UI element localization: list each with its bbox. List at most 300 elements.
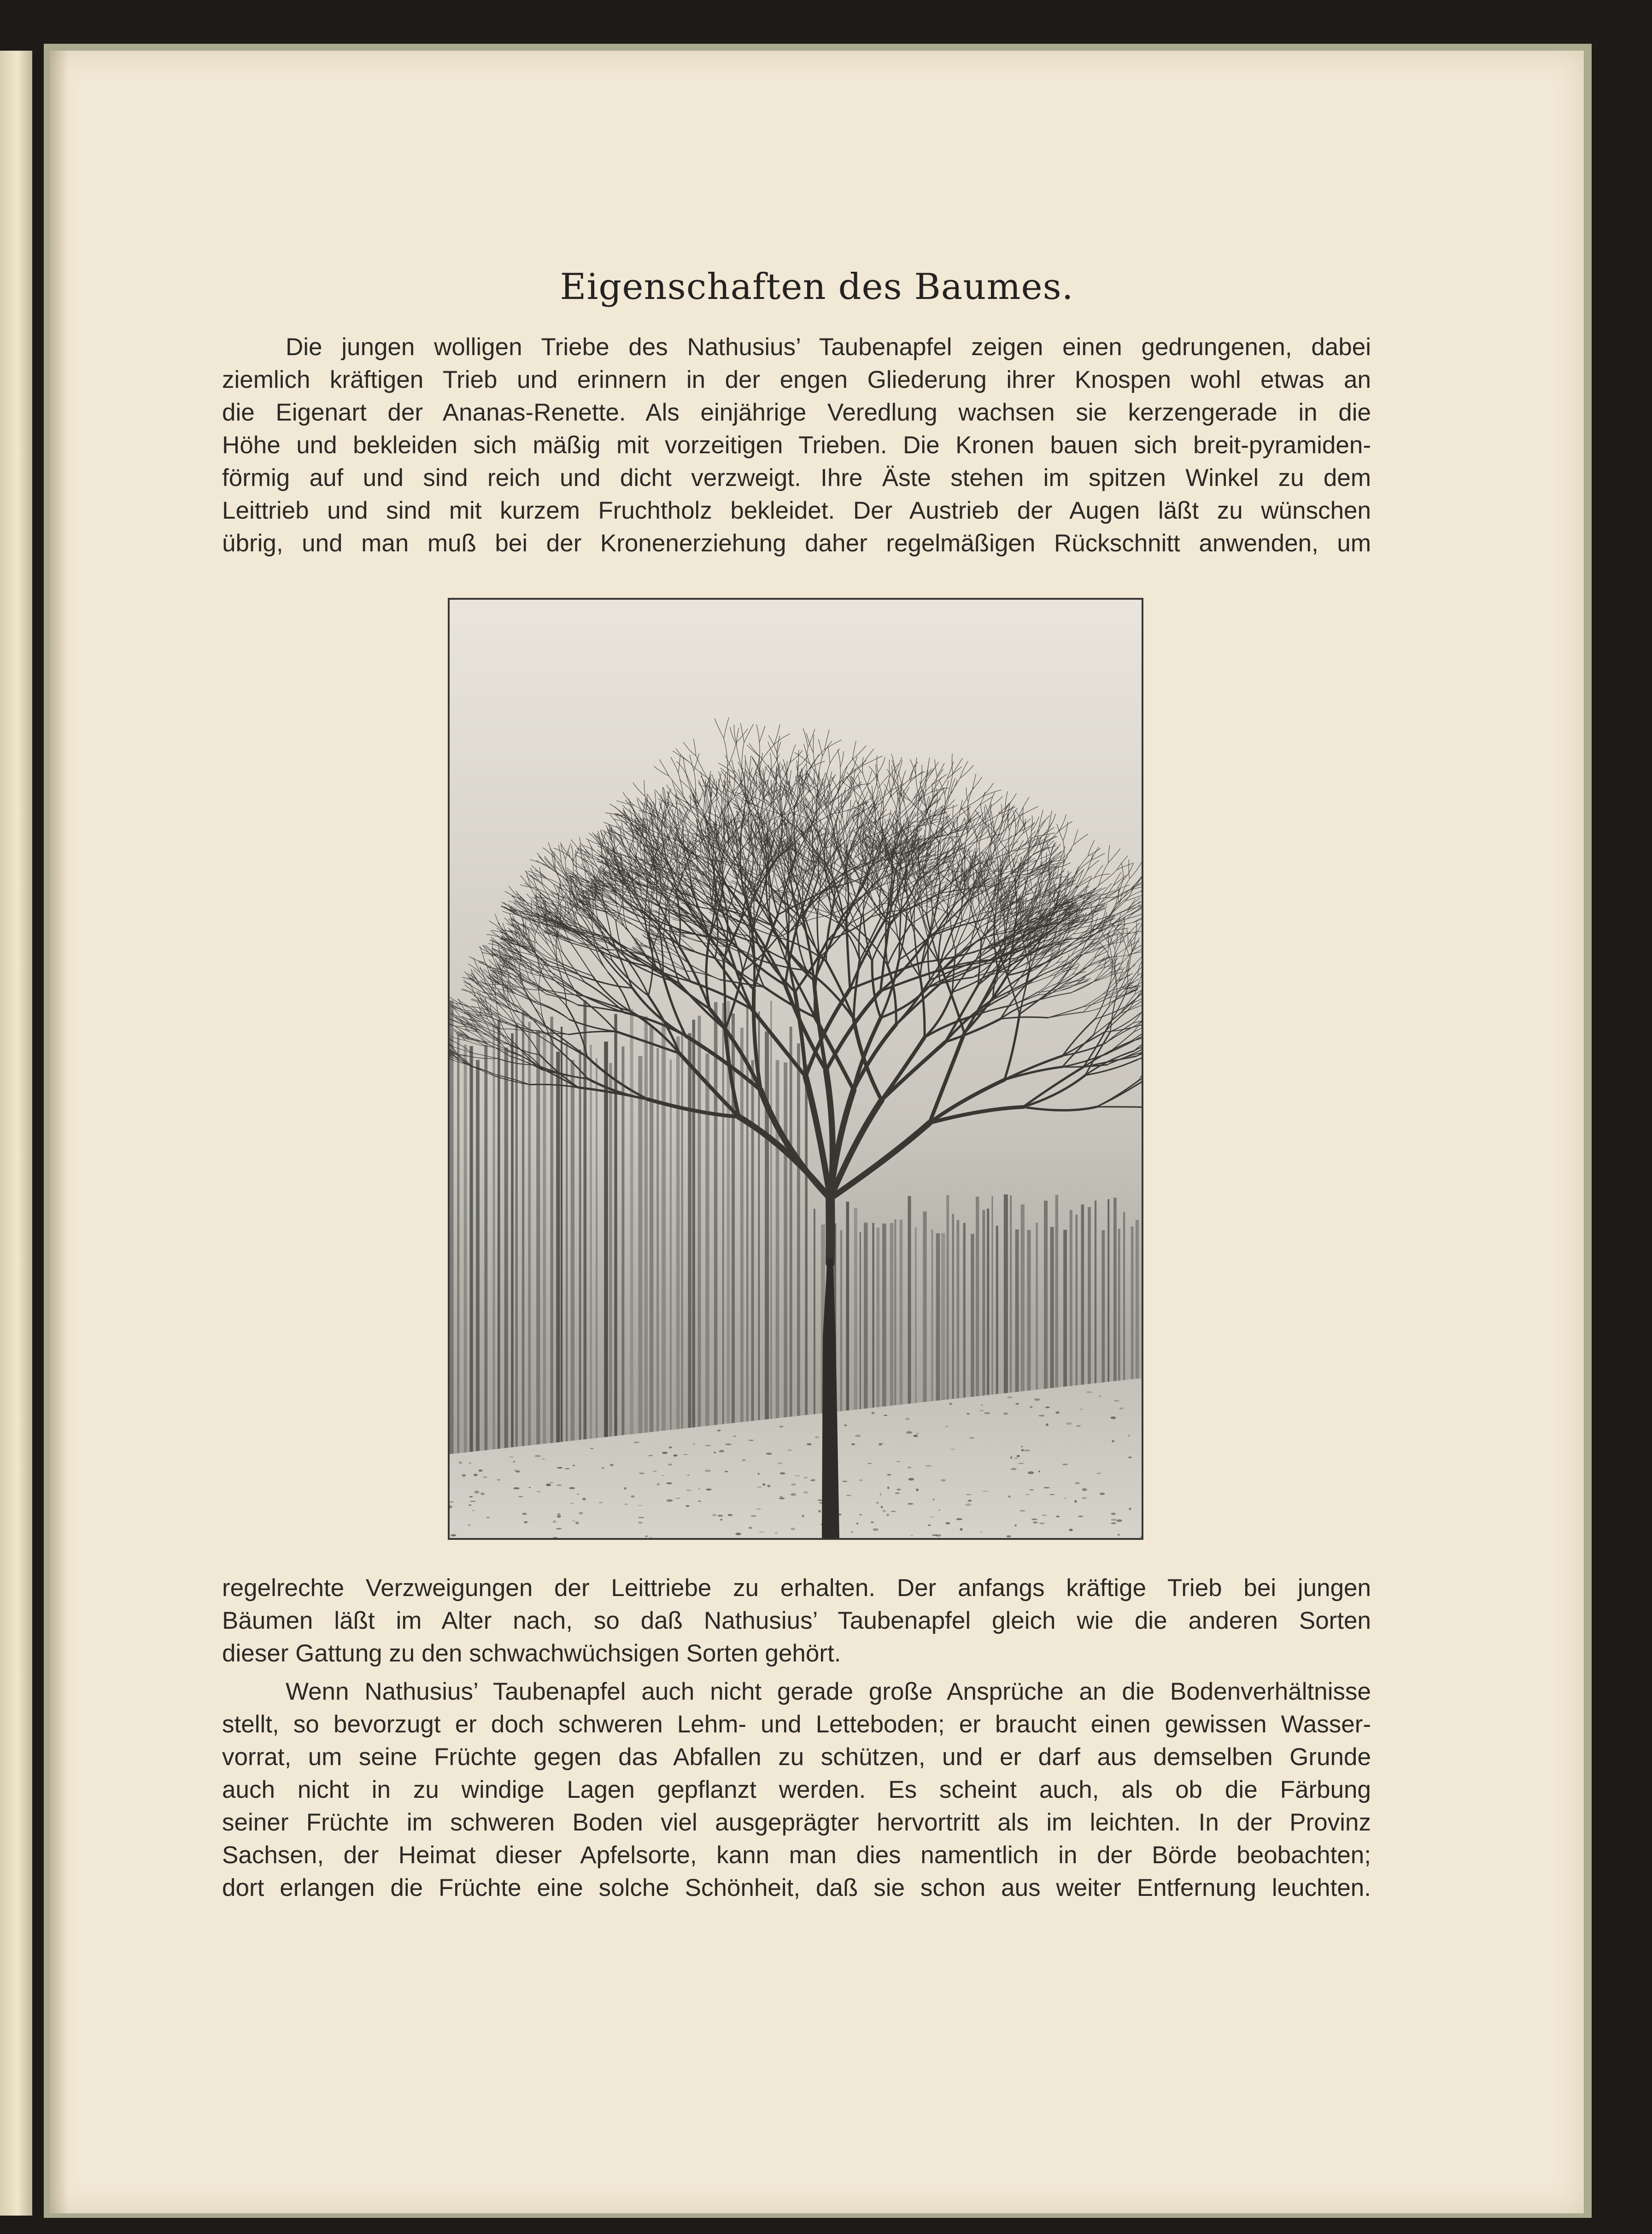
background-tree (776, 1060, 779, 1423)
background-tree (609, 1063, 612, 1441)
background-tree (751, 1060, 754, 1426)
leaf-speck (1025, 1494, 1031, 1495)
background-tree (561, 1027, 562, 1447)
leaf-speck (1082, 1497, 1087, 1499)
leaf-speck (462, 1474, 466, 1477)
background-tree (1081, 1205, 1084, 1390)
leaf-speck (818, 1510, 821, 1512)
leaf-speck (513, 1461, 515, 1462)
leaf-speck (945, 1522, 950, 1525)
leaf-speck (1045, 1407, 1049, 1409)
leaf-speck (879, 1444, 882, 1445)
leaf-speck (705, 1445, 711, 1446)
background-tree (662, 1021, 666, 1436)
background-tree (1004, 1194, 1008, 1398)
leaf-speck (468, 1524, 470, 1526)
text-line: ziemlich kräftigen Trieb und erinnern in der engen Gliederung ihrer Knospen wohl etwas an (222, 366, 1371, 393)
leaf-speck (775, 1532, 778, 1534)
background-tree (676, 1036, 680, 1434)
leaf-speck (725, 1471, 728, 1472)
background-tree (484, 1045, 487, 1455)
leaf-speck (648, 1455, 653, 1456)
leaf-speck (1064, 1497, 1066, 1499)
background-tree (1055, 1195, 1059, 1392)
leaf-speck (687, 1474, 690, 1476)
leaf-speck (1078, 1515, 1083, 1517)
background-tree (528, 1022, 531, 1450)
text-line: Leittrieb und sind mit kurzem Fruchtholz bekleidet. Der Austrieb der Augen läßt zu wünschen (222, 497, 1371, 524)
background-tree (894, 1219, 896, 1410)
leaf-speck (662, 1452, 668, 1454)
leaf-speck (478, 1469, 483, 1472)
leaf-speck (650, 1537, 651, 1538)
leaf-speck (624, 1487, 627, 1490)
background-tree (590, 1045, 592, 1443)
leaf-speck (670, 1463, 672, 1466)
background-tree (493, 1024, 495, 1454)
background-tree (670, 1060, 672, 1435)
leaf-speck (1046, 1423, 1049, 1426)
page-title: Eigenschaften des Baumes. (560, 266, 1074, 308)
leaf-speck (1117, 1519, 1122, 1522)
leaf-speck (675, 1498, 680, 1499)
leaf-speck (1030, 1489, 1034, 1491)
background-tree (982, 1210, 985, 1400)
background-tree (638, 1056, 642, 1438)
background-tree (516, 1024, 518, 1451)
tree-branch (830, 1194, 831, 1263)
leaf-speck (1019, 1510, 1025, 1512)
leaf-speck (917, 1433, 919, 1434)
leaf-speck (733, 1435, 736, 1437)
leaf-speck (795, 1475, 800, 1476)
text-line: Höhe und bekleiden sich mäßig mit vorzeitigen Trieben. Die Kronen bauen sich breit-pyramiden- (222, 432, 1371, 459)
leaf-speck (497, 1479, 501, 1481)
leaf-speck (757, 1487, 762, 1488)
tree-branch (798, 750, 799, 766)
background-tree (1070, 1210, 1072, 1391)
background-tree (630, 1009, 633, 1439)
leaf-speck (1039, 1522, 1044, 1524)
bare-tree-photo-icon (450, 600, 1142, 1538)
background-tree (511, 1033, 514, 1452)
leaf-speck (1024, 1450, 1030, 1451)
leaf-speck (509, 1456, 513, 1457)
leaf-speck (685, 1505, 689, 1507)
background-tree (621, 1047, 624, 1440)
leaf-speck (513, 1470, 519, 1471)
leaf-speck (1074, 1500, 1077, 1503)
leaf-speck (1079, 1409, 1083, 1410)
leaf-speck (1015, 1457, 1018, 1458)
background-tree (890, 1223, 893, 1410)
leaf-speck (1128, 1456, 1131, 1458)
leaf-speck (1114, 1400, 1119, 1402)
leaf-speck (968, 1500, 972, 1502)
leaf-speck (856, 1522, 858, 1525)
leaf-speck (668, 1446, 672, 1448)
background-tree (860, 1232, 861, 1414)
background-tree (864, 1222, 867, 1413)
leaf-speck (1003, 1412, 1008, 1415)
leaf-speck (928, 1525, 931, 1526)
leaf-speck (908, 1478, 914, 1481)
leaf-speck (706, 1489, 711, 1491)
leaf-speck (1034, 1398, 1040, 1401)
leaf-speck (1018, 1463, 1024, 1464)
leaf-speck (1007, 1397, 1012, 1398)
leaf-speck (535, 1455, 541, 1457)
leaf-speck (804, 1477, 808, 1479)
leaf-speck (698, 1501, 701, 1502)
leaf-speck (1082, 1488, 1087, 1491)
leaf-speck (1015, 1524, 1017, 1526)
background-tree (705, 1053, 709, 1431)
leaf-speck (791, 1483, 796, 1485)
leaf-speck (895, 1492, 900, 1494)
leaf-speck (486, 1516, 490, 1519)
background-tree (840, 1230, 843, 1416)
leaf-speck (872, 1522, 874, 1523)
leaf-speck (1129, 1508, 1131, 1510)
leaf-speck (1119, 1408, 1124, 1410)
leaf-speck (810, 1480, 814, 1481)
background-tree (996, 1226, 998, 1399)
leaf-speck (450, 1502, 454, 1503)
leaf-speck (767, 1485, 770, 1487)
leaf-speck (787, 1450, 792, 1451)
background-tree (688, 1033, 691, 1433)
leaf-speck (638, 1505, 642, 1506)
leaf-speck (859, 1514, 862, 1515)
leaf-speck (717, 1430, 721, 1432)
leaf-speck (844, 1424, 847, 1426)
leaf-speck (941, 1479, 945, 1482)
leaf-speck (569, 1487, 575, 1489)
leaf-speck (1017, 1455, 1020, 1457)
leaf-speck (750, 1515, 756, 1517)
background-tree (714, 1002, 718, 1430)
background-tree (957, 1220, 960, 1404)
background-tree (936, 1233, 940, 1405)
leaf-speck (686, 1490, 691, 1491)
leaf-speck (742, 1459, 745, 1462)
leaf-speck (1111, 1519, 1117, 1521)
leaf-speck (683, 1454, 688, 1455)
leaf-speck (1100, 1492, 1105, 1495)
leaf-speck (1128, 1435, 1131, 1437)
leaf-speck (537, 1491, 541, 1492)
background-tree (556, 1052, 560, 1447)
leaf-speck (748, 1440, 754, 1441)
leaf-speck (1015, 1403, 1019, 1405)
background-tree (1131, 1227, 1134, 1384)
background-tree (1088, 1207, 1091, 1389)
background-tree (992, 1196, 993, 1399)
leaf-speck (1038, 1415, 1045, 1417)
leaf-speck (780, 1472, 785, 1474)
background-tree (522, 1011, 524, 1451)
leaf-speck (1056, 1516, 1060, 1517)
background-tree (931, 1229, 933, 1406)
background-tree (543, 1033, 546, 1449)
leaf-speck (610, 1464, 614, 1466)
background-tree (908, 1196, 911, 1409)
background-tree (915, 1227, 917, 1408)
leaf-speck (938, 1509, 940, 1510)
leaf-speck (969, 1437, 975, 1439)
leaf-speck (1099, 1396, 1101, 1397)
background-tree (1015, 1229, 1019, 1397)
leaf-speck (979, 1410, 984, 1411)
leaf-speck (791, 1493, 796, 1496)
background-tree (614, 1014, 617, 1441)
background-tree (740, 1028, 744, 1427)
leaf-speck (590, 1448, 594, 1449)
leaf-speck (842, 1481, 847, 1482)
leaf-speck (1066, 1422, 1072, 1425)
leaf-speck (667, 1499, 673, 1502)
leaf-speck (887, 1474, 891, 1476)
leaf-speck (572, 1521, 575, 1522)
background-tree (650, 1027, 653, 1437)
leaf-speck (859, 1479, 863, 1481)
text-line: förmig auf und sind reich und dicht verzweigt. Ihre Äste stehen im spitzen Winkel zu dem (222, 464, 1371, 491)
leaf-speck (879, 1493, 881, 1496)
leaf-speck (638, 1522, 643, 1524)
leaf-speck (553, 1521, 557, 1523)
background-tree (566, 1041, 568, 1446)
leaf-speck (1112, 1440, 1114, 1442)
background-tree (604, 1041, 608, 1442)
leaf-speck (1007, 1535, 1011, 1537)
background-tree (854, 1208, 857, 1414)
background-tree (1076, 1215, 1078, 1390)
leaf-speck (541, 1458, 545, 1459)
leaf-speck (624, 1503, 628, 1505)
leaf-speck (469, 1496, 473, 1498)
background-tree (692, 1020, 695, 1432)
leaf-speck (807, 1443, 812, 1445)
background-tree (963, 1223, 966, 1403)
background-tree (941, 1233, 945, 1405)
paragraph-1 (222, 331, 1371, 560)
leaf-speck (712, 1514, 717, 1516)
leaf-speck (639, 1473, 644, 1474)
leaf-speck (791, 1528, 795, 1530)
leaf-speck (1111, 1513, 1116, 1515)
leaf-speck (966, 1494, 972, 1495)
background-tree (846, 1202, 849, 1415)
leaf-speck (725, 1444, 732, 1445)
background-tree (1118, 1229, 1120, 1386)
leaf-speck (1021, 1446, 1023, 1447)
leaf-speck (472, 1510, 475, 1512)
background-tree (571, 1060, 574, 1445)
leaf-speck (470, 1501, 476, 1502)
background-tree (1050, 1227, 1054, 1393)
leaf-speck (1038, 1471, 1040, 1472)
background-tree (579, 1050, 581, 1445)
leaf-speck (582, 1498, 586, 1501)
leaf-speck (631, 1496, 635, 1498)
leaf-speck (967, 1413, 970, 1415)
leaf-speck (762, 1483, 765, 1485)
background-tree (550, 1017, 553, 1448)
leaf-speck (872, 1412, 875, 1414)
leaf-speck (577, 1494, 579, 1495)
leaf-speck (474, 1491, 479, 1493)
background-tree (1107, 1199, 1109, 1386)
leaf-speck (557, 1515, 561, 1518)
leaf-speck (662, 1475, 664, 1476)
leaf-speck (451, 1534, 456, 1537)
background-tree (457, 1035, 459, 1458)
leaf-speck (474, 1474, 478, 1476)
background-tree (1113, 1198, 1117, 1386)
leaf-speck (756, 1509, 761, 1510)
background-tree (681, 1029, 683, 1433)
leaf-speck (876, 1502, 879, 1504)
leaf-speck (705, 1470, 711, 1472)
leaf-speck (930, 1516, 935, 1517)
background-tree (644, 1017, 648, 1438)
leaf-speck (1069, 1529, 1073, 1531)
background-tree (805, 1064, 808, 1420)
text-line: Die jungen wolligen Triebe des Nathusius’ Taubenapfel zeigen einen gedrungenen, dabei (286, 333, 1371, 361)
leaf-speck (1096, 1473, 1101, 1474)
leaf-speck (529, 1487, 531, 1488)
leaf-speck (480, 1492, 484, 1495)
leaf-speck (1086, 1391, 1092, 1393)
leaf-speck (656, 1483, 660, 1485)
background-tree (470, 1046, 473, 1456)
leaf-speck (906, 1431, 913, 1434)
leaf-speck (736, 1532, 741, 1535)
leaf-speck (916, 1489, 919, 1491)
background-tree (1027, 1230, 1031, 1395)
leaf-speck (1111, 1522, 1117, 1524)
leaf-speck (638, 1517, 644, 1518)
background-tree (790, 1027, 792, 1421)
leaf-speck (573, 1465, 575, 1466)
background-tree (1044, 1201, 1048, 1394)
text-line: die Eigenart der Ananas-Renette. Als einjährige Veredlung wachsen sie kerzengerade in die (222, 399, 1371, 426)
leaf-speck (884, 1415, 887, 1416)
leaf-speck (949, 1449, 955, 1450)
leaf-speck (673, 1455, 678, 1457)
background-tree (464, 1045, 467, 1457)
leaf-speck (469, 1504, 471, 1506)
leaf-speck (779, 1426, 784, 1427)
leaf-speck (881, 1506, 883, 1508)
leaf-speck (1049, 1494, 1054, 1495)
background-tree (987, 1209, 989, 1400)
leaf-speck (459, 1462, 463, 1464)
leaf-speck (557, 1485, 562, 1486)
leaf-speck (1075, 1482, 1080, 1485)
leaf-speck (1030, 1406, 1033, 1408)
leaf-speck (717, 1515, 723, 1517)
leaf-speck (981, 1404, 983, 1406)
background-tree (476, 1060, 480, 1456)
leaf-speck (634, 1442, 639, 1444)
tree-photograph (448, 598, 1143, 1540)
leaf-speck (1008, 1496, 1011, 1498)
leaf-speck (815, 1436, 820, 1439)
background-tree (722, 1003, 724, 1429)
leaf-speck (910, 1535, 913, 1536)
background-tree (504, 1047, 508, 1453)
leaf-speck (523, 1521, 528, 1523)
leaf-speck (766, 1453, 772, 1455)
leaf-speck (483, 1476, 487, 1478)
leaf-speck (557, 1467, 562, 1469)
leaf-speck (956, 1518, 962, 1520)
background-tree (900, 1220, 903, 1409)
leaf-speck (905, 1418, 910, 1421)
background-tree (882, 1223, 886, 1411)
leaf-speck (1034, 1522, 1036, 1523)
leaf-speck (933, 1498, 935, 1501)
leaf-speck (565, 1468, 570, 1469)
leaf-speck (965, 1503, 972, 1506)
leaf-speck (1110, 1416, 1116, 1419)
leaf-speck (557, 1513, 561, 1515)
background-tree (1036, 1222, 1038, 1394)
leaf-speck (728, 1514, 732, 1516)
background-tree (450, 1000, 454, 1459)
leaf-speck (926, 1465, 931, 1467)
leaf-speck (719, 1450, 724, 1452)
leaf-speck (1118, 1534, 1120, 1536)
leaf-speck (720, 1519, 723, 1521)
background-tree (1095, 1201, 1096, 1388)
leaf-speck (698, 1488, 700, 1490)
background-tree (976, 1197, 979, 1401)
leaf-speck (980, 1531, 983, 1532)
leaf-speck (1062, 1464, 1068, 1465)
background-tree (1010, 1195, 1012, 1397)
text-line: übrig, und man muß bei der Kronenerziehung daher regelmäßigen Rückschnitt anwenden, um (222, 530, 1371, 557)
leaf-speck (1055, 1411, 1060, 1414)
background-tree (946, 1195, 949, 1404)
background-tree (923, 1211, 926, 1407)
leaf-speck (513, 1487, 519, 1490)
leaf-speck (749, 1527, 753, 1529)
leaf-speck (907, 1467, 911, 1468)
leaf-speck (1076, 1426, 1081, 1427)
leaf-speck (803, 1491, 808, 1494)
leaf-speck (575, 1521, 579, 1524)
background-tree (797, 1043, 800, 1421)
leaf-speck (469, 1463, 471, 1464)
background-tree (952, 1214, 954, 1404)
background-tree (1123, 1212, 1125, 1385)
background-tree (596, 1058, 598, 1443)
leaf-speck (1021, 1449, 1024, 1451)
leaf-speck (949, 1403, 952, 1405)
leaf-speck (802, 1515, 804, 1518)
leaf-speck (714, 1452, 716, 1454)
leaf-speck (1031, 1519, 1037, 1520)
leaf-speck (758, 1473, 760, 1475)
background-tree (765, 1031, 769, 1424)
leaf-speck (570, 1503, 574, 1504)
leaf-speck (851, 1443, 855, 1445)
leaf-speck (598, 1502, 603, 1503)
background-tree (873, 1223, 874, 1412)
